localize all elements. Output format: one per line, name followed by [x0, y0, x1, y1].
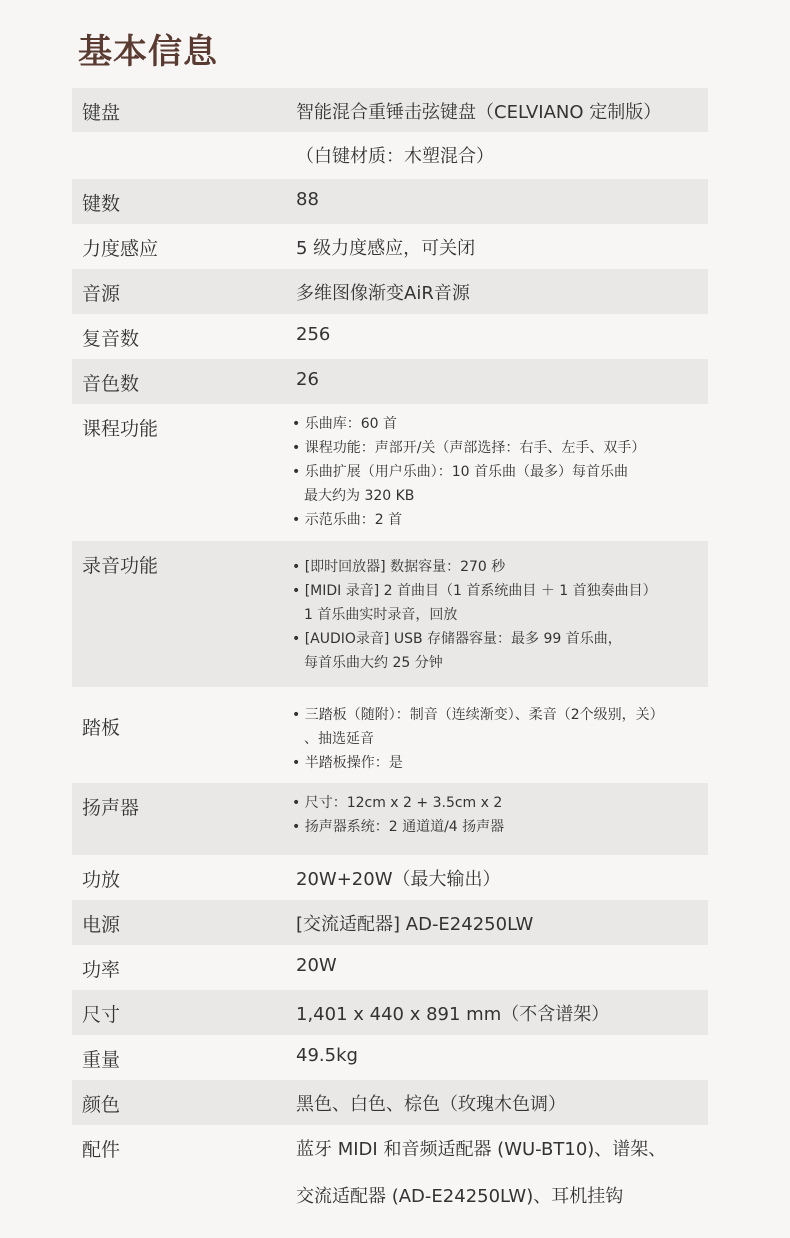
- spec-label: 课程功能: [82, 418, 159, 440]
- spec-label: 颜色: [82, 1094, 121, 1116]
- page-title: 基本信息: [78, 32, 218, 72]
- spec-value-list: [292, 555, 657, 675]
- spec-row-keys: [72, 179, 708, 224]
- spec-value: 20W: [296, 955, 337, 976]
- list-item: • 示范乐曲：2 首: [292, 512, 403, 528]
- spec-label: 扬声器: [82, 797, 140, 819]
- spec-row-accessories: [72, 1125, 708, 1172]
- spec-label: 键数: [82, 193, 121, 215]
- spec-label: 音色数: [82, 373, 140, 395]
- spec-row-weight: [72, 1035, 708, 1080]
- spec-value: 蓝牙 MIDI 和音频适配器 (WU-BT10)、谱架、: [296, 1139, 667, 1160]
- spec-row-keyboard: [72, 88, 708, 132]
- spec-label: 复音数: [82, 328, 140, 350]
- spec-value: 88: [296, 189, 319, 210]
- spec-row-speakers: [72, 783, 708, 855]
- spec-row-dimensions: [72, 990, 708, 1035]
- spec-row-amplifier: [72, 855, 708, 900]
- spec-label: 键盘: [82, 102, 121, 124]
- spec-value: 49.5kg: [296, 1045, 358, 1066]
- list-item: • 尺寸：12cm x 2 + 3.5cm x 2: [292, 795, 503, 811]
- spec-row-color: [72, 1080, 708, 1125]
- spec-row-recording: [72, 541, 708, 687]
- spec-value-list: [292, 703, 664, 775]
- spec-label: 音源: [82, 283, 121, 305]
- list-item: • 乐曲库：60 首: [292, 416, 397, 432]
- spec-value: （白键材质：木塑混合）: [296, 146, 494, 167]
- spec-label: 力度感应: [82, 238, 159, 260]
- spec-row-pedals: [72, 687, 708, 783]
- spec-value: 26: [296, 369, 319, 390]
- spec-value: [交流适配器] AD-E24250LW: [296, 914, 534, 935]
- list-item: • 扬声器系统：2 通道道/4 扬声器: [292, 819, 505, 835]
- spec-row-polyphony: [72, 314, 708, 359]
- list-item-continuation: 最大约为 320 KB: [304, 488, 415, 504]
- spec-value: 多维图像渐变AiR音源: [296, 283, 470, 304]
- list-item: • 乐曲扩展（用户乐曲）：10 首乐曲（最多）每首乐曲: [292, 464, 628, 480]
- list-item: • 半踏板操作：是: [292, 755, 403, 771]
- spec-label: 电源: [82, 914, 121, 936]
- spec-label: 尺寸: [82, 1004, 121, 1026]
- spec-value: 1,401 x 440 x 891 mm（不含谱架）: [296, 1004, 610, 1025]
- spec-value: 黑色、白色、棕色（玫瑰木色调）: [296, 1094, 566, 1115]
- list-item: • [AUDIO录音] USB 存储器容量：最多 99 首乐曲，: [292, 631, 622, 647]
- list-item-continuation: 1 首乐曲实时录音，回放: [304, 607, 458, 623]
- list-item: • [即时回放器] 数据容量：270 秒: [292, 559, 506, 575]
- list-item: • 课程功能：声部开/关（声部选择：右手、左手、双手）: [292, 440, 646, 456]
- spec-value-list: [292, 791, 504, 839]
- spec-label: 功放: [82, 869, 121, 891]
- spec-value: 智能混合重锤击弦键盘（CELVIANO 定制版）: [296, 102, 662, 123]
- list-item: • [MIDI 录音] 2 首曲目（1 首系统曲目 ＋ 1 首独奏曲目）: [292, 583, 657, 599]
- list-item: • 三踏板（随附）：制音（连续渐变）、柔音（2个级别，关）: [292, 707, 664, 723]
- spec-value: 5 级力度感应，可关闭: [296, 238, 476, 259]
- list-item-continuation: 、抽选延音: [304, 731, 374, 747]
- spec-row-tones: [72, 359, 708, 404]
- spec-row-power-supply: [72, 900, 708, 945]
- spec-value-list: [292, 412, 645, 532]
- spec-label: 录音功能: [82, 555, 159, 577]
- spec-label: 配件: [82, 1139, 121, 1161]
- spec-value: 20W+20W（最大输出）: [296, 869, 501, 890]
- spec-table: [72, 88, 708, 1219]
- spec-value: 交流适配器 (AD-E24250LW)、耳机挂钩: [296, 1186, 624, 1207]
- spec-row-touch: [72, 224, 708, 269]
- spec-row-lesson: [72, 404, 708, 541]
- list-item-continuation: 每首乐曲大约 25 分钟: [304, 655, 443, 671]
- spec-row-accessories-continued: [72, 1172, 708, 1219]
- spec-label: 重量: [82, 1049, 121, 1071]
- spec-label: 功率: [82, 959, 121, 981]
- spec-row-keyboard-material: [72, 132, 708, 179]
- spec-value: 256: [296, 324, 331, 345]
- spec-label: 踏板: [82, 717, 121, 739]
- spec-row-sound-source: [72, 269, 708, 314]
- spec-row-power-consumption: [72, 945, 708, 990]
